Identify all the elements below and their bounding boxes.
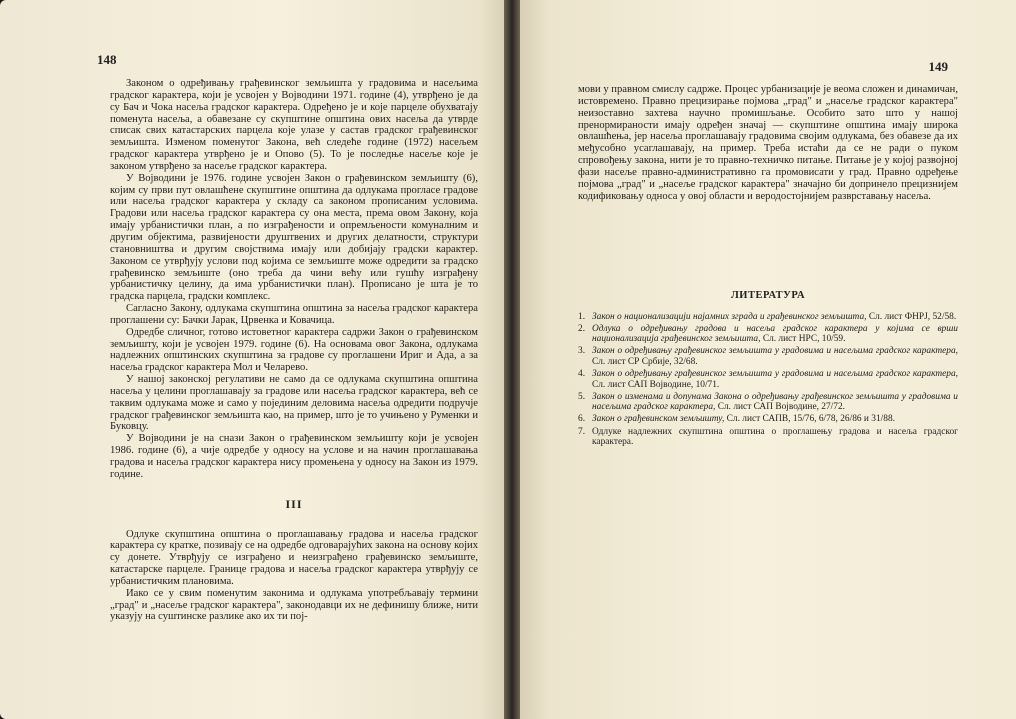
section-paragraph-1: Одлуке скупштина општина о проглашавању градова и насеља градског карактера су кратке, позивају се на одредбе одговарајућих закона на основу којих су донете. Утврђују се изграђено и неизграђено грађевинско земљиште, катастарске парцеле. Границе градова и насеља градског карактера утврђују се урбанистичким плановима. <box>110 528 478 587</box>
reference-text <box>592 427 958 448</box>
continuation-paragraph: мови у правном смислу садрже. Процес урбанизације је веома сложен и динамичан, истовремено. Правно прецизирање појмова „град" и „насеље градског карактера" неизоставно захтева научно промишљање. Особито зато што у нашој пренормираности имају одређен значај — скупштине општина имају широка овлашћења, јер насеља проглашавају градовима својим одлукама, без обавезе да их међусобно усаглашавају, на пример. Треба истаћи да се не ради о пуком спровођењу закона, нити је то правно-техничко питање. Питање је у којој развојној фази насеље правно-административно га промовисати у град. Правно одређење појмова „град" и „насеље градског карактера" значајно би допринело прецизнијем кодификовању односа у овој области и веродостојнијем разврставању насеља. <box>578 84 958 202</box>
section-paragraph-2: Иако се у свим поменутим законима и одлукама употребљавају термини „град" и „насеље градског карактера", законодавци их не дефинишу ближе, нити указују на суштинске разлике ако их ти пој- <box>110 587 478 623</box>
reference-text <box>592 414 958 425</box>
reference-source: Сл. лист НРС, 10/59. <box>762 334 846 345</box>
paragraph-1: Законом о одређивању грађевинског земљишта у градовима и насељима градског карактера, који је усвојен у Војводини 1971. године (4), утврђено је да су Бач и Чока насеља градског карактера. Одређено је и које парцеле обухватају поменута насеља, а обавезане су скупштине општина ових насеља да утврде списак свих катастарских парцела које улазе у састав градског грађевинског земљишта. Изменом поменутог Закона, већ следеће године (1972) насељем градског карактера утврђено је и Опово (5). То је последње насеље које је законом утврђено за насеље градског карактера. <box>110 78 478 172</box>
reference-list <box>578 312 958 448</box>
reference-number: 4. <box>578 369 586 380</box>
reference-title: Закон о грађевинском земљишту, <box>592 414 725 425</box>
reference-title: Закон о одређивању грађевинског земљишта у градовима и насељима градског карактера, <box>592 369 958 380</box>
reference-number: 3. <box>578 346 586 357</box>
reference-text <box>592 346 958 367</box>
reference-title: Одлука о одређивању градова и насеља градског карактера у којима се врши национализација грађевинског земљишта, <box>592 323 958 345</box>
page-number-left: 148 <box>97 52 117 67</box>
section-heading: III <box>285 496 303 511</box>
right-page <box>520 0 1016 719</box>
page-number-right: 149 <box>928 59 948 74</box>
references-section <box>578 291 958 449</box>
reference-title: Закон о изменама и допунама Закона о одређивању грађевинског земљишта у градовима и насељима градског карактера, <box>592 391 958 413</box>
reference-number: 5. <box>578 391 586 402</box>
reference-item <box>578 369 958 390</box>
reference-title: Закон о национализацији најамних зграда и грађевинског земљишта, <box>592 311 867 322</box>
paragraph-3: Сагласно Закону, одлукама скупштина општина за насеља градског карактера проглашени су: Бачки Јарак, Црвенка и Ковачица. <box>110 303 478 326</box>
reference-item <box>578 427 958 448</box>
reference-source: Сл. лист САП Војводине, 10/71. <box>592 379 720 390</box>
reference-text <box>592 369 958 390</box>
reference-item <box>578 324 958 345</box>
book-gutter <box>504 0 520 719</box>
reference-text <box>592 392 958 413</box>
literature-heading: ЛИТЕРАТУРА <box>730 290 806 301</box>
paragraph-4: Одредбе сличног, готово истоветног карактера садржи Закон о грађевинском земљишту, који је усвојен 1979. године (6). На основама овог Закона, одлукама надлежних општинских скупштина за градове су проглашени Ириг и Ада, а за насеља градског карактера Мол и Челарево. <box>110 326 478 374</box>
reference-number: 6. <box>578 414 586 425</box>
right-page-body <box>578 84 958 202</box>
paragraph-2: У Војводини је 1976. године усвојен Закон о грађевинском земљишту (6), којим су први пут овлашћене скупштине општина да одлукама прогласе градове или насеља градског карактера у складу са законом прописаним условима. Градови или насеља градског карактера су она места, према овом Закону, која имају урбанистички план, а по изграђености и опремљености комуналним и другим објектима, развијености друштвених и других делатности, структури становништва и другим својствима имају или добијају градски карактер. Законом се утврђују услови под којима се земљиште може одредити за градско грађевинско земљиште (оно треба да чини већу или гушћу изграђену урбанистичку целину, да има урбанистички план). Прописано је шта је то градска парцела, градски комплекс. <box>110 172 478 303</box>
reference-text <box>592 324 958 345</box>
left-page-body <box>110 78 478 623</box>
reference-item <box>578 414 958 425</box>
reference-item <box>578 346 958 367</box>
reference-number: 1. <box>578 311 586 322</box>
reference-title: Закон о одређивању грађевинског земљишта у градовима и насељима градског карактера, <box>592 346 958 357</box>
reference-text <box>592 312 958 323</box>
paragraph-5: У нашој законској регулативи не само да се одлукама скупштина општина насеља у целини проглашавају за градове или насеља градског карактера, већ се таквим одлукама може и само у појединим деловима насеља одредити подручје градског грађевинског земљишта као, на пример, што је то учињено у Руменки и Буковцу. <box>110 374 478 433</box>
reference-source: Сл. лист СР Србије, 32/68. <box>592 356 698 367</box>
reference-item <box>578 312 958 323</box>
paragraph-6: У Војводини је на снази Закон о грађевинском земљишту који је усвојен 1986. године (6), а чије одредбе у односу на услове и на начин проглашавања градова и насеља градског карактера нису промењена у односу на Закон из 1979. године. <box>110 433 478 480</box>
reference-number: 7. <box>578 426 586 437</box>
left-page <box>0 0 504 719</box>
reference-source: Сл. лист САП Војводине, 27/72. <box>717 402 845 413</box>
reference-source: Сл. лист ФНРЈ, 52/58. <box>868 311 957 322</box>
reference-source: Одлуке надлежних скупштина општина о проглашењу градова и насеља градског карактера. <box>592 426 958 448</box>
reference-item <box>578 392 958 413</box>
reference-number: 2. <box>578 323 586 334</box>
reference-source: Сл. лист САПВ, 15/76, 6/78, 26/86 и 31/88. <box>726 414 895 425</box>
